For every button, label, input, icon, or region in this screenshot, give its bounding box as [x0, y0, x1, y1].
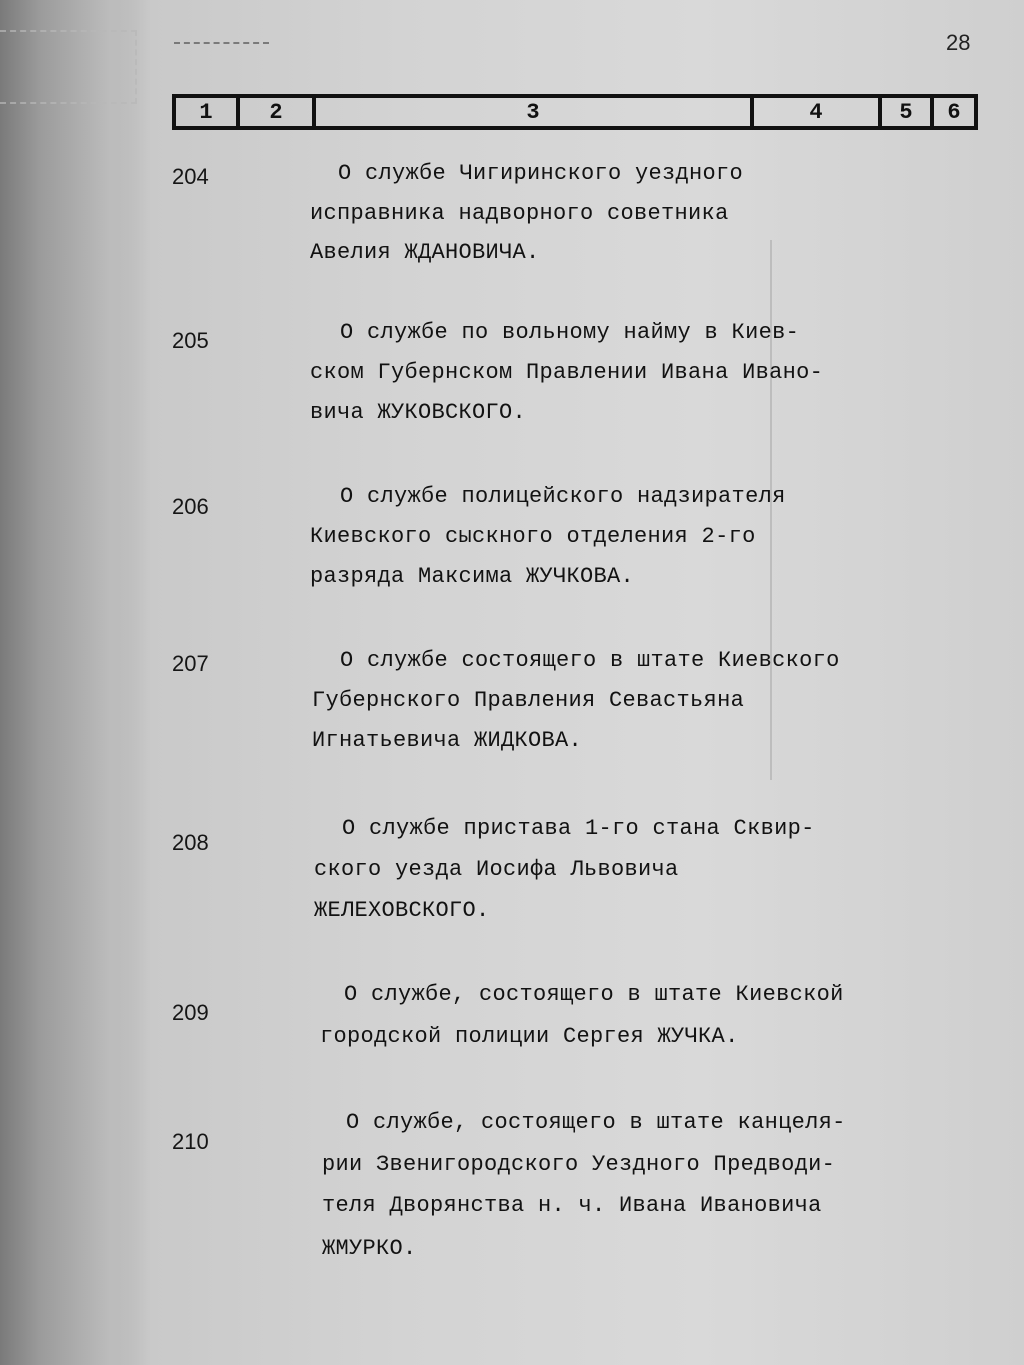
column-header-4: 4 [754, 98, 882, 126]
entry-line: О службе Чигиринского уездного [338, 161, 744, 186]
column-header-5: 5 [882, 98, 934, 126]
column-header-2: 2 [240, 98, 316, 126]
entry-line: ском Губернском Правлении Ивана Ивано- [310, 360, 824, 385]
entry-number: 204 [172, 164, 209, 189]
entry-line: ЖМУРКО. [322, 1236, 417, 1261]
top-dashed-mark [174, 42, 269, 44]
entry-number: 206 [172, 494, 209, 519]
entry-line: рии Звенигородского Уездного Предводи- [322, 1152, 836, 1177]
column-header-row [172, 94, 978, 130]
entry-number: 210 [172, 1129, 209, 1154]
back-page-edge [0, 0, 150, 1365]
entry-number: 208 [172, 830, 209, 855]
entry-line: городской полиции Сергея ЖУЧКА. [320, 1024, 739, 1049]
entry-line: Губернского Правления Севастьяна [312, 688, 745, 713]
entry-line: разряда Максима ЖУЧКОВА. [310, 564, 635, 589]
entry-line: Авелия ЖДАНОВИЧА. [310, 240, 540, 265]
column-header-6: 6 [947, 99, 961, 125]
entry-line: О службе по вольному найму в Киев- [340, 320, 800, 345]
column-header-1: 1 [176, 98, 240, 126]
entry-line: О службе, состоящего в штате канцеля- [346, 1110, 846, 1135]
entry-line: ского уезда Иосифа Львовича [314, 857, 679, 882]
entry-line: Киевского сыскного отделения 2-го [310, 524, 756, 549]
entry-line: О службе, состоящего в штате Киевской [344, 982, 844, 1007]
page-number: 28 [946, 30, 971, 55]
entry-line: ЖЕЛЕХОВСКОГО. [314, 898, 490, 923]
entry-line: О службе пристава 1-го стана Сквир- [342, 816, 815, 841]
entry-number: 205 [172, 328, 209, 353]
entry-line: Игнатьевича ЖИДКОВА. [312, 728, 583, 753]
entry-number: 209 [172, 1000, 209, 1025]
entry-line: вича ЖУКОВСКОГО. [310, 400, 527, 425]
column-header-3: 3 [316, 98, 754, 126]
entry-number: 207 [172, 651, 209, 676]
entry-line: теля Дворянства н. ч. Ивана Ивановича [322, 1193, 822, 1218]
entry-line: исправника надворного советника [310, 201, 729, 226]
entry-line: О службе полицейского надзирателя [340, 484, 786, 509]
entry-line: О службе состоящего в штате Киевского [340, 648, 840, 673]
bleed-through-box [0, 30, 137, 104]
